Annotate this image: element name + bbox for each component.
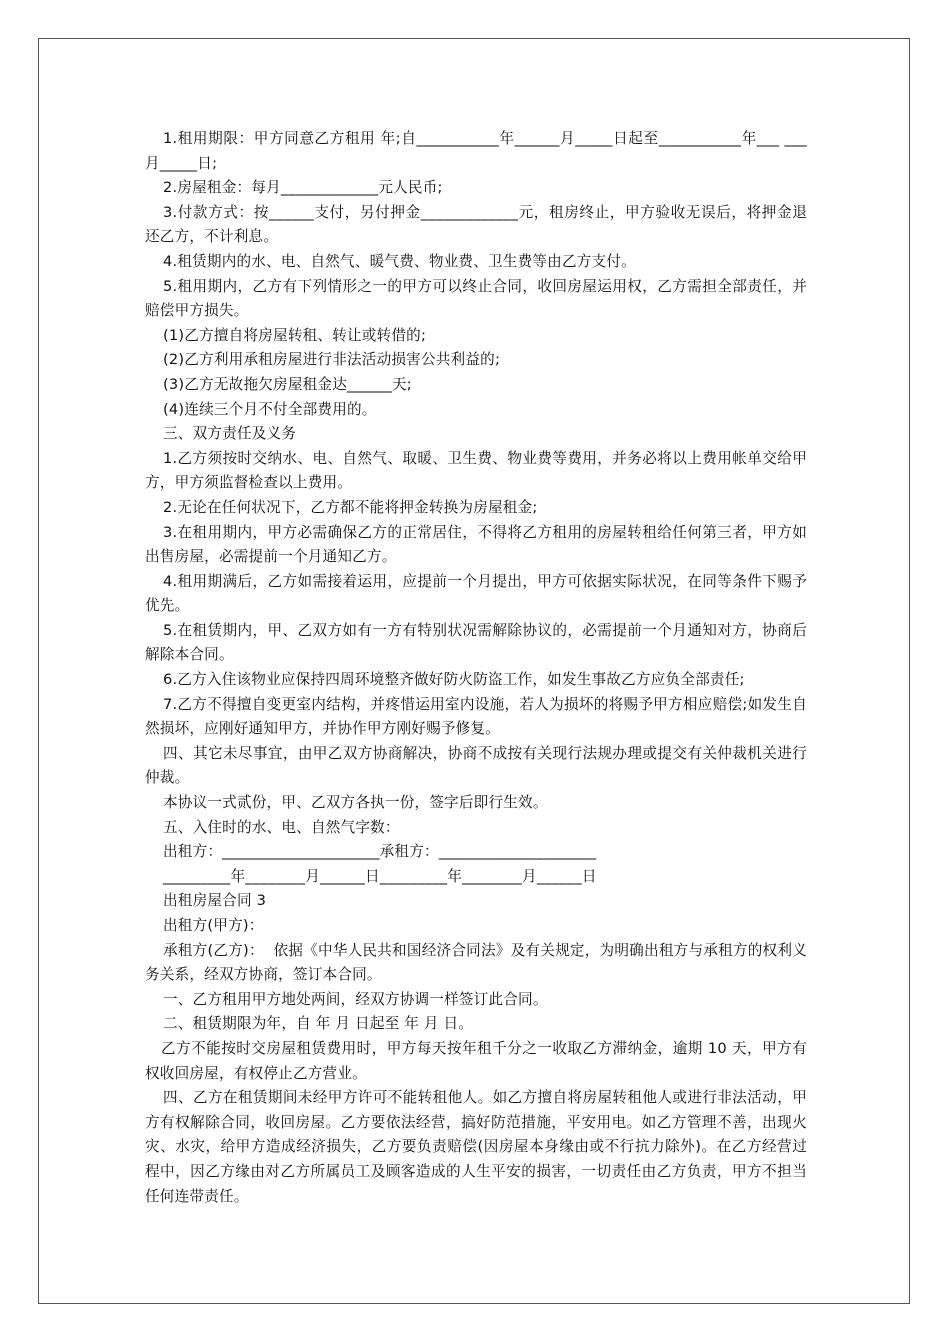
clause-payment: 3.付款方式：按______支付，另付押金_____________元，租房终止，甲方验收无误后，将押金退还乙方，不计利息。 — [145, 203, 807, 246]
section-meter-readings: 五、入住时的水、电、自然气字数： — [163, 818, 400, 836]
signature-line: 出租方：_____________________承租方：_____________________ — [163, 843, 597, 861]
duty-4: 4.租用期满后，乙方如需接着运用，应提前一个月提出，甲方可依据实际状况，在同等条件下赐予优先。 — [145, 572, 807, 615]
duty-5: 5.在租赁期内，甲、乙双方如有一方有特别状况需解除协议的，必需提前一个月通知对方，协商后解除本合同。 — [145, 621, 807, 664]
contract-3-title: 出租房屋合同 3 — [163, 892, 267, 910]
duty-6: 6.乙方入住该物业应保持四周环境整齐做好防火防盗工作，如发生事故乙方应负全部责任; — [163, 671, 745, 689]
clause-termination: 5.租用期内，乙方有下列情形之一的甲方可以终止合同，收回房屋运用权，乙方需担全部责任，并赔偿甲方损失。 — [145, 277, 807, 320]
document-body — [145, 127, 807, 1209]
lessee-preamble: 承租方(乙方)： 依据《中华人民共和国经济合同法》及有关规定，为明确出租方与承租方的权利义务关系，经双方协商，签订本合同。 — [145, 941, 807, 984]
clause-utilities: 4.租赁期内的水、电、自然气、暖气费、物业费、卫生费等由乙方支付。 — [163, 252, 636, 270]
duty-2: 2.无论在任何状况下，乙方都不能将押金转换为房屋租金; — [163, 498, 538, 516]
signature-date-line: _________年________月______日_________年________月______日 — [163, 867, 597, 885]
contract3-late-fee: 乙方不能按时交房屋租赁费用时，甲方每天按年租千分之一收取乙方滞纳金，逾期 10 天，甲方有权收回房屋，有权停止乙方营业。 — [145, 1039, 807, 1082]
duty-1: 1.乙方须按时交纳水、电、自然气、取暖、卫生费、物业费等费用，并务必将以上费用帐单交给甲方，甲方须监督检查以上费用。 — [145, 449, 807, 492]
termination-item-1: (1)乙方擅自将房屋转租、转让或转借的; — [163, 326, 427, 344]
termination-item-2: (2)乙方利用承租房屋进行非法活动损害公共利益的; — [163, 351, 501, 369]
clause-rent: 2.房屋租金：每月_____________元人民币; — [163, 179, 443, 197]
contract3-clause-2: 二、租赁期限为年，自 年 月 日起至 年 月 日。 — [163, 1015, 474, 1033]
contract3-clause-4: 四、乙方在租赁期间未经甲方许可不能转租他人。如乙方擅自将房屋转租他人或进行非法活动，甲方有权解除合同，收回房屋。乙方要依法经营，搞好防范措施，平安用电。如乙方管理不善，出现火灾、水灾，给甲方造成经济损失，乙方要负责赔偿(因房屋本身缘由或不行抗力除外)。在乙方经营过程中，因乙方缘由对乙方所属员工及顾客造成的人生平安的损害，一切责任由乙方负责，甲方不担当任何连带责任。 — [145, 1089, 807, 1205]
agreement-copies: 本协议一式贰份，甲、乙双方各执一份，签字后即行生效。 — [163, 794, 548, 812]
duty-3: 3.在租用期内，甲方必需确保乙方的正常居住，不得将乙方租用的房屋转租给任何第三者，甲方如出售房屋，必需提前一个月通知乙方。 — [145, 523, 807, 566]
duty-7: 7.乙方不得擅自变更室内结构，并疼惜运用室内设施，若人为损坏的将赐予甲方相应赔偿;如发生自然损坏，应刚好通知甲方，并协作甲方刚好赐予修复。 — [145, 695, 807, 738]
termination-item-4: (4)连续三个月不付全部费用的。 — [163, 400, 377, 418]
contract3-clause-1: 一、乙方租用甲方地处两间，经双方协调一样签订此合同。 — [163, 990, 548, 1008]
lessor-line: 出租方(甲方)： — [163, 917, 264, 934]
section-heading-responsibilities: 三、双方责任及义务 — [163, 425, 297, 443]
termination-item-3: (3)乙方无故拖欠房屋租金达______天; — [163, 375, 412, 393]
clause-lease-term: 1.租用期限：甲方同意乙方租用 年;自___________年______月_____日起至___________年___ ___月_____日; — [145, 130, 807, 172]
section-other-matters: 四、其它未尽事宜，由甲乙双方协商解决，协商不成按有关现行法规办理或提交有关仲裁机关进行仲裁。 — [145, 744, 807, 787]
